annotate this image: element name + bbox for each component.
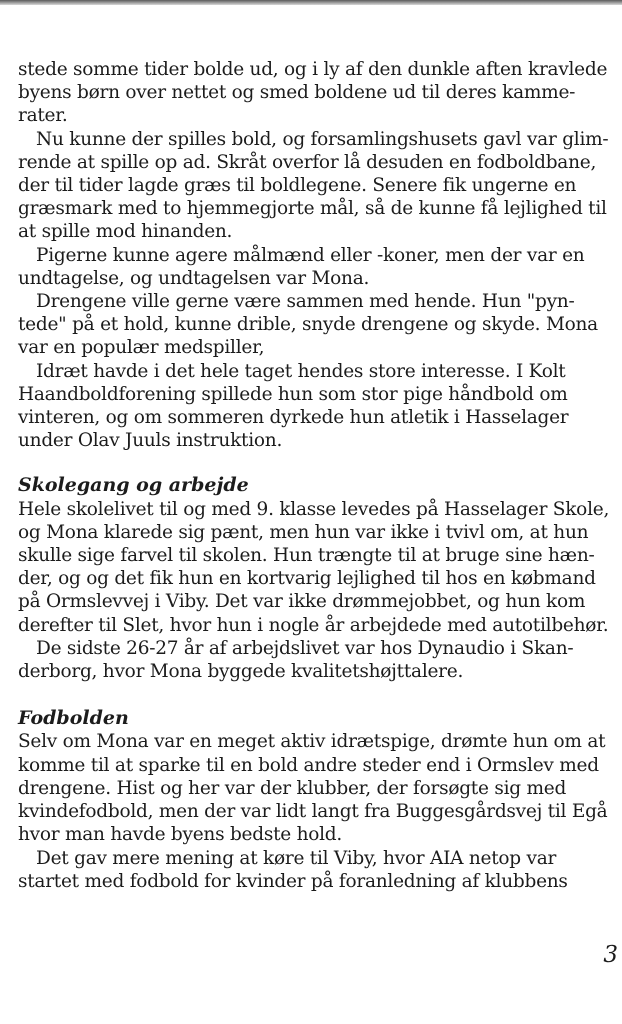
text-line: Haandboldforening spillede hun som stor pige håndbold om [18, 383, 568, 405]
text-line: skulle sige farvel til skolen. Hun trængte til at bruge sine hæn- [18, 545, 595, 567]
text-line: græsmark med to hjemmegjorte mål, så de kunne få lejlighed til [18, 198, 607, 220]
text-line: rende at spille op ad. Skråt overfor lå desuden en fodboldbane, [18, 151, 597, 173]
text-line: drengene. Hist og her var der klubber, der forsøgte sig med [18, 777, 567, 799]
paragraph [18, 290, 614, 360]
text-line: stede somme tider bolde ud, og i ly af den dunkle aften kravlede [18, 59, 608, 80]
text-line: Pigerne kunne agere målmænd eller -koner, men der var en [36, 244, 585, 266]
paragraph [18, 128, 614, 244]
text-line: byens børn over nettet og smed boldene ud til deres kamme- [18, 82, 576, 104]
text-line: undtagelse, og undtagelsen var Mona. [18, 267, 370, 289]
text-line: Hele skolelivet til og med 9. klasse levedes på Hasselager Skole, [18, 498, 610, 520]
paragraph [18, 58, 614, 128]
page-top-edge [0, 0, 622, 5]
paragraph [18, 360, 614, 453]
book-page [18, 58, 614, 893]
text-line: Det gav mere mening at køre til Viby, hvor AIA netop var [36, 847, 557, 869]
text-line: kvindefodbold, men der var lidt langt fra Buggesgårdsvej til Egå [18, 801, 608, 823]
text-line: derefter til Slet, hvor hun i nogle år arbejdede med autotilbehør. [18, 614, 609, 636]
text-line: der, og og det fik hun en kortvarig lejlighed til hos en købmand [18, 568, 596, 590]
text-line: rater. [18, 105, 68, 127]
text-line: tede" på et hold, kunne drible, snyde drengene og skyde. Mona [18, 314, 598, 336]
paragraph [18, 244, 614, 290]
paragraph [18, 637, 614, 683]
text-line: Selv om Mona var en meget aktiv idrætspige, drømte hun om at [18, 731, 606, 753]
page-number: 3 [603, 942, 618, 968]
text-line: hvor man havde byens bedste hold. [18, 824, 343, 846]
text-line: der til tider lagde græs til boldlegene. Senere fik ungerne en [18, 175, 577, 197]
text-line: på Ormslevvej i Viby. Det var ikke drømmejobbet, og hun kom [18, 591, 586, 613]
text-line: Drengene ville gerne være sammen med hende. Hun "pyn- [36, 291, 575, 313]
paragraph [18, 847, 614, 893]
paragraph [18, 730, 614, 846]
paragraph [18, 498, 614, 637]
text-line: og Mona klarede sig pænt, men hun var ikke i tvivl om, at hun [18, 521, 589, 543]
section-heading: Skolegang og arbejde [18, 474, 249, 497]
text-line: under Olav Juuls instruktion. [18, 430, 283, 452]
text-line: vinteren, og om sommeren dyrkede hun atletik i Hasselager [18, 407, 569, 429]
text-line: startet med fodbold for kvinder på foranledning af klubbens [18, 870, 568, 892]
text-line: derborg, hvor Mona byggede kvalitetshøjttalere. [18, 661, 464, 683]
section-heading: Fodbolden [18, 707, 129, 730]
text-line: De sidste 26-27 år af arbejdslivet var hos Dynaudio i Skan- [36, 637, 574, 659]
text-line: komme til at sparke til en bold andre steder end i Ormslev med [18, 754, 599, 776]
text-line: Nu kunne der spilles bold, og forsamlingshusets gavl var glim- [36, 128, 609, 150]
text-line: var en populær medspiller, [18, 337, 265, 359]
text-line: at spille mod hinanden. [18, 221, 233, 243]
text-line: Idræt havde i det hele taget hendes store interesse. I Kolt [36, 360, 566, 382]
